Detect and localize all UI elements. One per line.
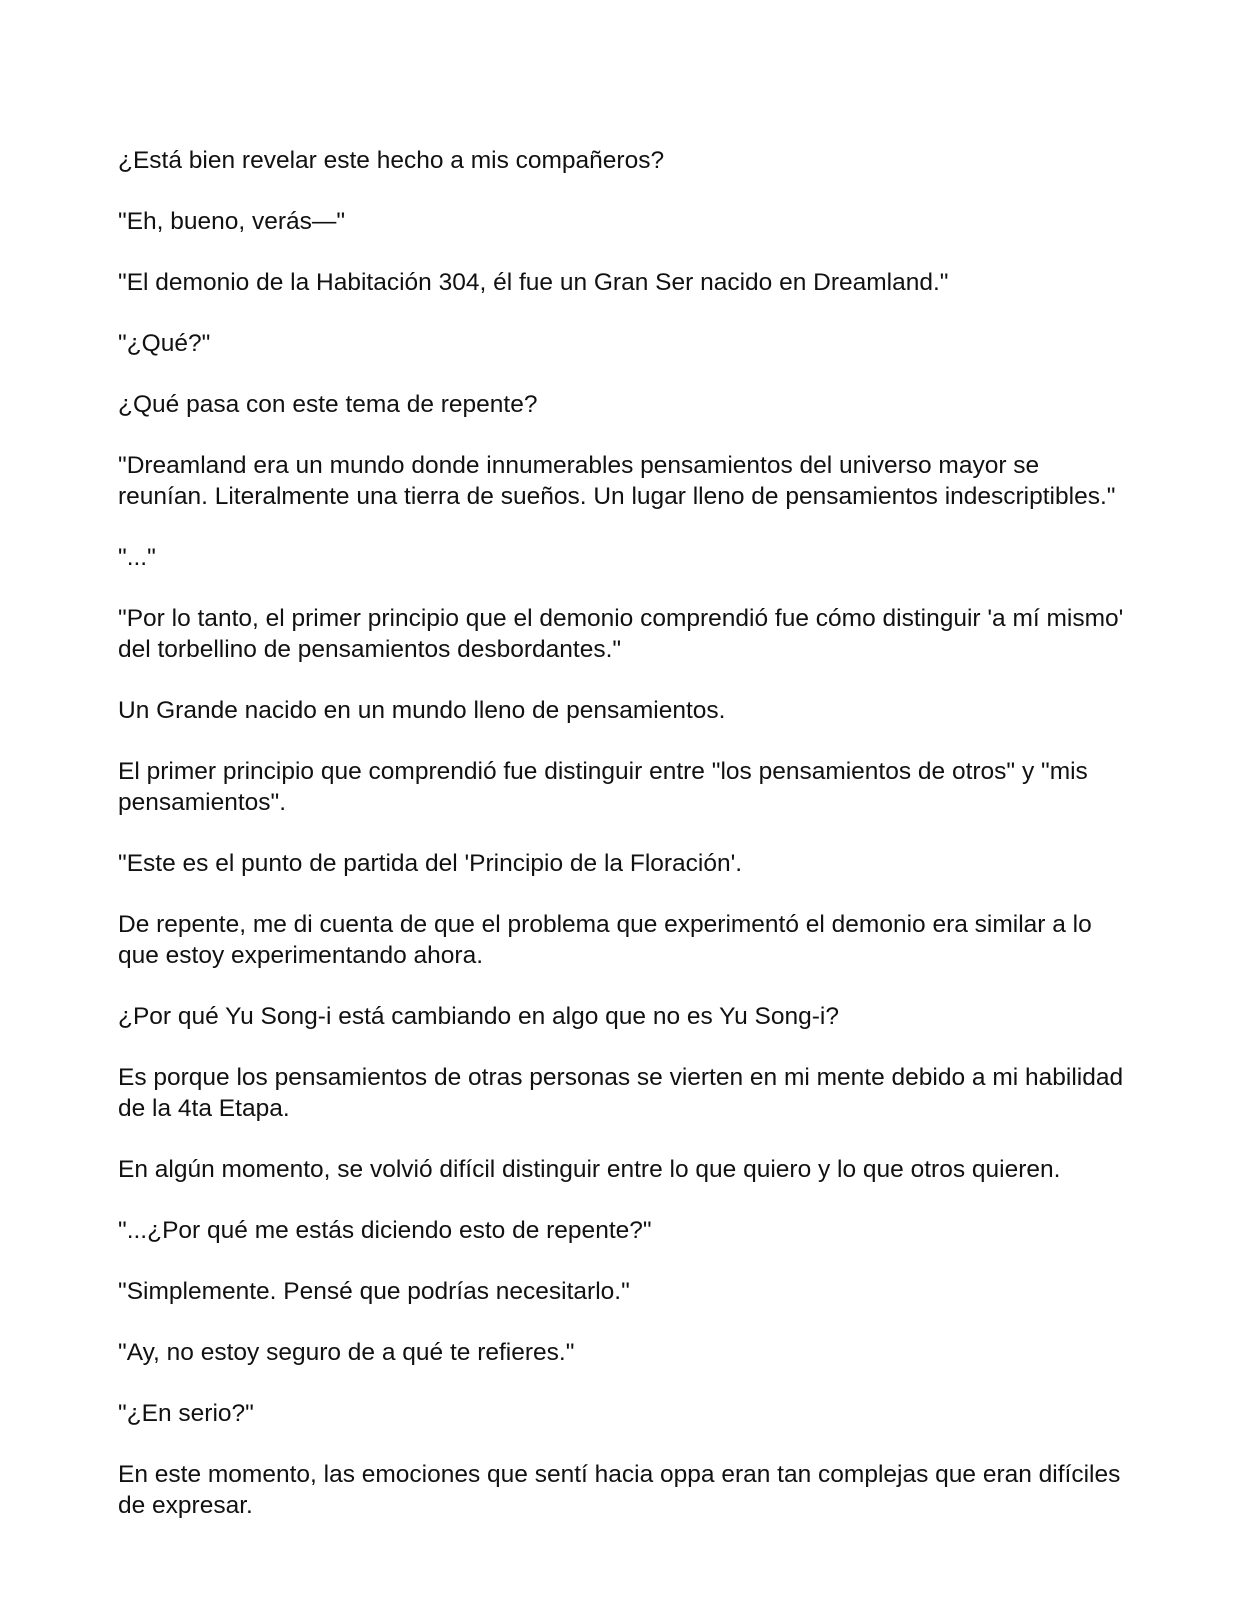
paragraph: "¿En serio?" (118, 1400, 254, 1427)
paragraph: "Por lo tanto, el primer principio que el demonio comprendió fue cómo distinguir 'a mí mismo' del torbellino de pensamientos desbordantes." (118, 605, 1124, 663)
paragraph: ¿Está bien revelar este hecho a mis compañeros? (118, 147, 665, 174)
paragraph: De repente, me di cuenta de que el problema que experimentó el demonio era similar a lo que estoy experimentando ahora. (118, 911, 1092, 969)
paragraph: "¿Qué?" (118, 330, 211, 357)
paragraph: Un Grande nacido en un mundo lleno de pensamientos. (118, 697, 726, 724)
paragraph: En este momento, las emociones que sentí hacia oppa eran tan complejas que eran difíciles de expresar. (118, 1461, 1121, 1519)
paragraph: "Este es el punto de partida del 'Principio de la Floración'. (118, 850, 743, 877)
paragraph: "El demonio de la Habitación 304, él fue un Gran Ser nacido en Dreamland." (118, 269, 949, 296)
paragraph: ¿Por qué Yu Song-i está cambiando en algo que no es Yu Song-i? (118, 1003, 840, 1030)
paragraph: "Dreamland era un mundo donde innumerables pensamientos del universo mayor se reunían. Literalmente una tierra de sueños. Un lugar lleno de pensamientos indescriptibles." (118, 452, 1116, 510)
paragraph: Es porque los pensamientos de otras personas se vierten en mi mente debido a mi habilidad de la 4ta Etapa. (118, 1064, 1124, 1122)
paragraph: "Eh, bueno, verás—" (118, 208, 346, 235)
paragraph: En algún momento, se volvió difícil distinguir entre lo que quiero y lo que otros quieren. (118, 1156, 1061, 1183)
paragraph: "Simplemente. Pensé que podrías necesitarlo." (118, 1278, 630, 1305)
paragraph: El primer principio que comprendió fue distinguir entre "los pensamientos de otros" y "mis pensamientos". (118, 758, 1088, 816)
document-body (118, 145, 1128, 1551)
paragraph: "..." (118, 544, 156, 571)
paragraph: "Ay, no estoy seguro de a qué te refieres." (118, 1339, 575, 1366)
paragraph: "...¿Por qué me estás diciendo esto de repente?" (118, 1217, 652, 1244)
paragraph: ¿Qué pasa con este tema de repente? (118, 391, 538, 418)
